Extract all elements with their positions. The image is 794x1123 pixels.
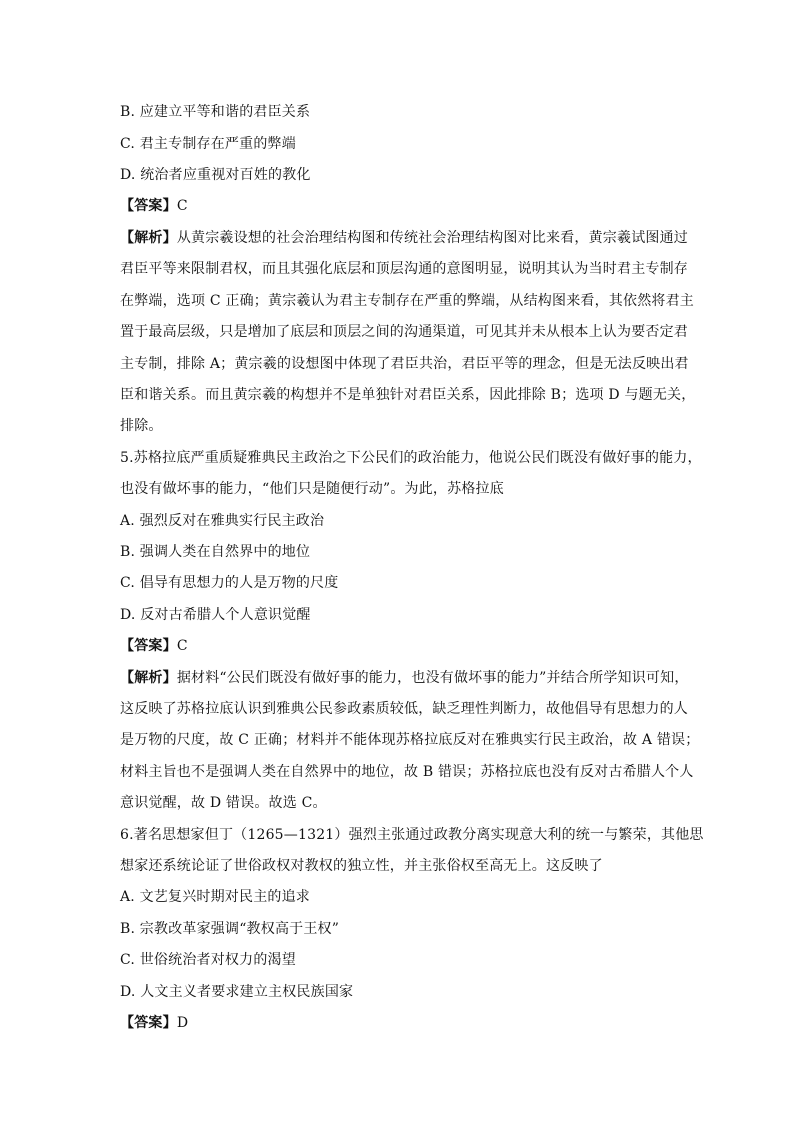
analysis-label: 【解析】 [120, 670, 177, 686]
q5-stem-line-2: 也没有做坏事的能力，“他们只是随便行动”。为此，苏格拉底 [120, 481, 504, 497]
q5-analysis-line-3: 是万物的尺度，故 C 正确；材料并不能体现苏格拉底反对在雅典实行民主政治，故 A 错误； [120, 732, 700, 748]
answer-value: C [176, 198, 188, 214]
q6-option-d: D. 人文主义者要求建立主权民族国家 [120, 984, 354, 1000]
analysis-text: 据材料“公民们既没有做好事的能力，也没有做坏事的能力”并结合所学知识可知， [176, 670, 689, 686]
analysis-text: 从黄宗羲设想的社会治理结构图和传统社会治理结构图对比来看，黄宗羲试图通过 [176, 230, 689, 246]
q4-analysis-line-6: 臣和谐关系。而且黄宗羲的构想并不是单独针对君臣关系，因此排除 B；选项 D 与题无关， [120, 387, 696, 403]
answer-label: 【答案】 [120, 1015, 177, 1031]
answer-label: 【答案】 [120, 198, 177, 214]
q5-stem-line-1: 5.苏格拉底严重质疑雅典民主政治之下公民们的政治能力，他说公民们既没有做好事的能力， [120, 450, 702, 466]
q4-analysis-line-7: 排除。 [120, 418, 163, 434]
q6-stem-line-1: 6.著名思想家但丁（1265—1321）强烈主张通过政教分离实现意大利的统一与繁荣，其他思 [120, 827, 704, 843]
q6-answer [120, 1013, 188, 1033]
q6-option-a: A. 文艺复兴时期对民主的追求 [120, 889, 311, 905]
answer-label: 【答案】 [120, 638, 177, 654]
q6-stem-line-2: 想家还系统论证了世俗政权对教权的独立性，并主张俗权至高无上。这反映了 [120, 858, 603, 874]
q4-option-c: C. 君主专制存在严重的弊端 [120, 136, 296, 152]
answer-value: C [176, 638, 188, 654]
q5-option-c: C. 倡导有思想力的人是万物的尺度 [120, 575, 339, 591]
q4-analysis-line-2: 君臣平等来限制君权，而且其强化底层和顶层沟通的意图明显，说明其认为当时君主专制存 [120, 261, 688, 277]
q5-analysis-line-1 [120, 668, 689, 688]
q6-option-b: B. 宗教改革家强调“教权高于王权” [120, 921, 340, 937]
q6-option-c: C. 世俗统治者对权力的渴望 [120, 952, 296, 968]
q5-analysis-line-2: 这反映了苏格拉底认识到雅典公民参政素质较低，缺乏理性判断力，故他倡导有思想力的人 [120, 701, 688, 717]
q4-analysis-line-4: 置于最高层级，只是增加了底层和顶层之间的沟通渠道，可见其并未从根本上认为要否定君 [120, 324, 688, 340]
q4-option-d: D. 统治者应重视对百姓的教化 [120, 167, 311, 183]
q4-analysis-line-5: 主专制，排除 A；黄宗羲的设想图中体现了君臣共治，君臣平等的理念，但是无法反映出君 [120, 356, 689, 372]
q5-answer [120, 636, 188, 656]
q5-analysis-line-5: 意识觉醒，故 D 错误。故选 C。 [120, 795, 327, 811]
q4-answer [120, 196, 188, 216]
q4-analysis-line-1 [120, 228, 688, 248]
q5-option-a: A. 强烈反对在雅典实行民主政治 [120, 513, 325, 529]
q5-option-b: B. 强调人类在自然界中的地位 [120, 544, 311, 560]
q5-analysis-line-4: 材料主旨也不是强调人类在自然界中的地位，故 B 错误；苏格拉底也没有反对古希腊人个人 [120, 764, 694, 780]
analysis-label: 【解析】 [120, 230, 177, 246]
q4-analysis-line-3: 在弊端，选项 C 正确；黄宗羲认为君主专制存在严重的弊端，从结构图来看，其依然将君主 [120, 293, 695, 309]
q5-option-d: D. 反对古希腊人个人意识觉醒 [120, 607, 311, 623]
answer-value: D [176, 1015, 189, 1031]
q4-option-b: B. 应建立平等和谐的君臣关系 [120, 104, 311, 120]
